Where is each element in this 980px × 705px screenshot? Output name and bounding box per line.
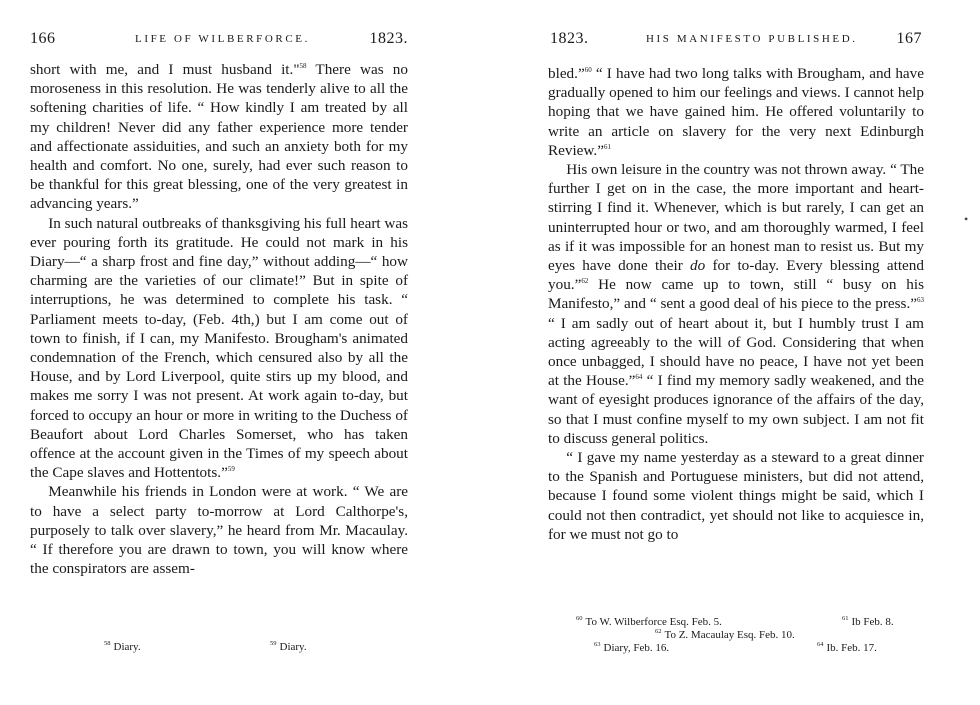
text-run: short with me, and I must husband it." (30, 61, 300, 78)
footnote-64: $^{64}$ Ib. Feb. 17. (817, 641, 877, 654)
header-year: 1823. (369, 30, 408, 47)
footnote-ref: 60 (584, 65, 592, 74)
text-run: Meanwhile his friends in London were at work. “ We are to have a select party to-morrow at Lord Calthorpe's, purposely to talk over slavery,” he heard from Mr. Macaulay. “ If therefore you are drawn to town, you will know where the conspirators are assem- (30, 483, 408, 578)
page-number: 167 (896, 30, 922, 47)
footnote-60: $^{60}$ To W. Wilberforce Esq. Feb. 5. (576, 615, 722, 628)
right-page-body (548, 64, 924, 544)
text-run: bled.” (548, 65, 585, 82)
footnote-ref: 62 (581, 277, 589, 286)
paragraph (30, 60, 408, 214)
text-run: for to-day. Every blessing attend you.” (548, 257, 924, 294)
footnote-58: $^{58}$ Diary. (104, 640, 141, 653)
right-page (490, 0, 980, 705)
paragraph (548, 64, 924, 160)
footnote-61: $^{61}$ Ib Feb. 8. (842, 615, 894, 628)
left-page-body (30, 60, 408, 578)
text-run: “ I find my memory sadly weakened, and the want of eyesight produces ignorance of the affairs of the day, so that I must confine myself to my own subject. I am not fit to discuss general politics. (548, 372, 924, 447)
right-page-header (550, 30, 922, 52)
paragraph (30, 214, 408, 483)
footnote-ref: 61 (603, 142, 611, 151)
text-run: “ I gave my name yesterday as a steward to a great dinner to the Spanish and Portuguese ministers, but did not attend, because I found some violent things might be said, which I could not then contradict, yet should not like to acquiesce in, for we must not go to (548, 449, 924, 543)
text-run: “ I am sadly out of heart about it, but I humbly trust I am acting agreeably to the will of God. Considering that when once unbagged, I should have no peace, I have not yet been at the House.” (548, 314, 924, 390)
footnote-ref: 64 (635, 373, 643, 382)
text-run: He now came up to town, still “ busy on his Manifesto,” and “ sent a good deal of his piece to the press.” (548, 276, 924, 313)
footnote-62: $^{62}$ To Z. Macaulay Esq. Feb. 10. (655, 628, 795, 641)
left-page-header (30, 30, 408, 52)
text-run: In such natural outbreaks of thanksgiving his full heart was ever pouring forth its gratitude. He could not mark in his Diary—“ a sharp frost and fine day,” without adding—“ how charming are the varieties of our climate!” But in spite of interruptions, he was determined to complete his task. “ Parliament meets to-day, (Feb. 4th,) but I am come out of town to finish, if I can, my Manifesto. Brougham's animated condemnation of the French, which censured also by all the House, and by Lord Liverpool, quite stirs up my blood, and makes me sorry I was not present. At work again to-day, but forced to occupy an hour or more in writing to the Duchess of Beaufort about Lord Charles Somerset, who has taken offence at the account given in the Times of my speech about the Cape slaves and Hottentots.” (30, 214, 409, 482)
text-run: “ I have had two long talks with Brougham, and have gradually opened to him our feelings and views. I cannot help hoping that we have gained him. He offered voluntarily to write an article on slavery for the very next Edinburgh Review.” (548, 65, 924, 159)
running-head: LIFE OF WILBERFORCE. (135, 33, 310, 45)
paragraph (548, 448, 924, 544)
emphasis: do (690, 257, 706, 275)
text-run: There was no moroseness in this resolution. He was tenderly alive to all the softening charities of life. “ How kindly I am treated by all my children! Never did any father experience more tender and affectionate assiduities, and such an anxiety both for my health and comfort. No one, surely, had ever such reason to be thankful for this great blessing, one of the very greatest in advancing years.” (30, 61, 408, 213)
page-number: 166 (30, 30, 56, 47)
paragraph (548, 160, 924, 448)
margin-mark: • (964, 212, 969, 226)
footnote-ref: 63 (917, 296, 924, 305)
footnote-63: $^{63}$ Diary, Feb. 16. (594, 641, 670, 654)
header-year: 1823. (550, 30, 589, 47)
running-head: HIS MANIFESTO PUBLISHED. (646, 33, 858, 45)
footnote-59: $^{59}$ Diary. (270, 640, 307, 653)
text-run: His own leisure in the country was not thrown away. “ The further I get on in the case, the more important and heart-stirring I find it. Whenever, which is but rarely, I can get an uninterrupted hour or two, and am thoroughly warmed, I feel as if it was impossible for an honest man to resist us. But my eyes have done their (548, 161, 924, 275)
footnote-ref: 58 (299, 61, 307, 70)
paragraph (30, 482, 408, 578)
footnote-ref: 59 (227, 465, 235, 474)
